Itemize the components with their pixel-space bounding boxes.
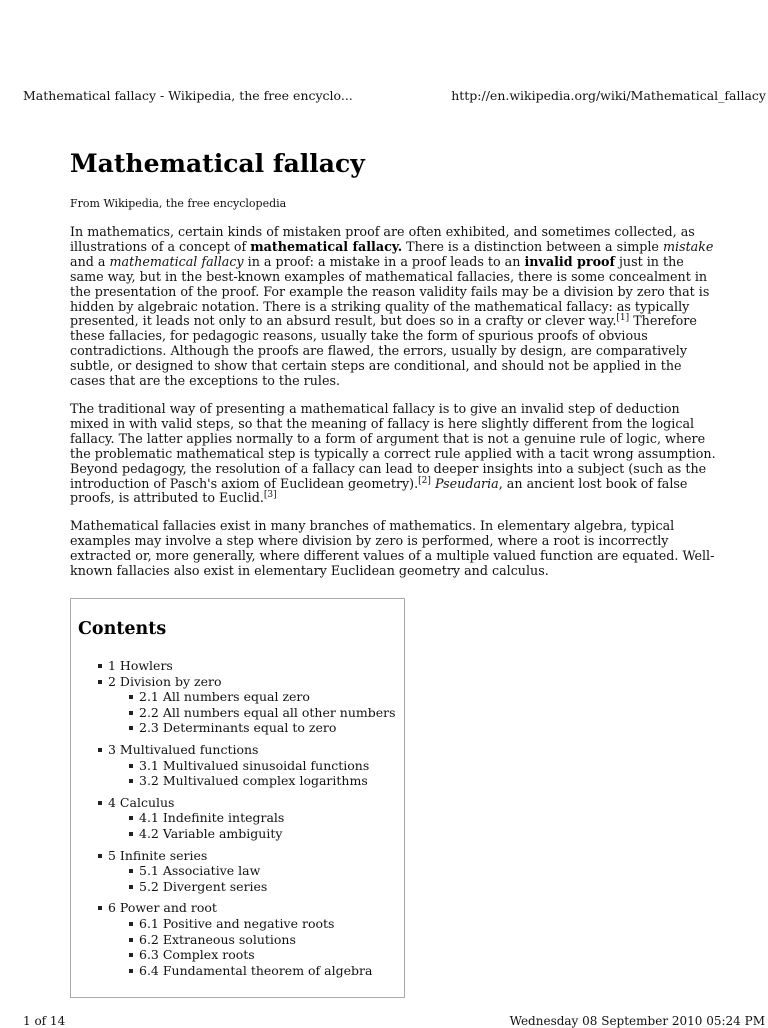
reference-link-3[interactable]: [3] bbox=[263, 490, 277, 501]
toc-subitem[interactable]: 4.2 Variable ambiguity bbox=[128, 826, 397, 842]
intro-paragraph-3: Mathematical fallacies exist in many branches of mathematics. In elementary algebra, typical examples may involve a step where division by zero is performed, where a root is incorrectly extracted or, more generally, where different values of a multiple valued function are equated. Well-known fallacies also exist in elementary Euclidean geometry and calculus. bbox=[70, 518, 715, 579]
toc-sublist bbox=[128, 863, 397, 894]
print-timestamp: Wednesday 08 September 2010 05:24 PM bbox=[509, 1014, 765, 1028]
toc-list bbox=[97, 658, 397, 978]
page-title: Mathematical fallacy bbox=[70, 149, 365, 178]
toc-item[interactable]: 5 Infinite series 5.1 Associative law 5.2 Divergent series bbox=[97, 848, 397, 895]
toc-item[interactable]: 2 Division by zero 2.1 All numbers equal zero 2.2 All numbers equal all other numbers 2.3 Determinants equal to zero bbox=[97, 674, 397, 736]
toc-subitem[interactable]: 6.1 Positive and negative roots bbox=[128, 916, 397, 932]
toc-title: Contents bbox=[78, 619, 167, 639]
toc-sublist bbox=[128, 689, 397, 736]
toc-sublist bbox=[128, 916, 397, 978]
intro-paragraph-1: In mathematics, certain kinds of mistaken proof are often exhibited, and sometimes collected, as illustrations of a concept of mathematical fallacy. There is a distinction between a simple mistake and a mathematical fallacy in a proof: a mistake in a proof leads to an invalid proof just in the same way, but in the best-known examples of mathematical fallacies, there is some concealment in the presentation of the proof. For example the reason validity fails may be a division by zero that is hidden by algebraic notation. There is a striking quality of the mathematical fallacy: as typically presented, it leads not only to an absurd result, but does so in a crafty or clever way.[1] Therefore these fallacies, for pedagogic reasons, usually take the form of spurious proofs of obvious contradictions. Although the proofs are flawed, the errors, usually by design, are comparatively subtle, or designed to show that certain steps are conditional, and should not be applied in the cases that are the exceptions to the rules. bbox=[70, 224, 714, 389]
table-of-contents bbox=[70, 598, 405, 998]
toc-item[interactable]: 3 Multivalued functions 3.1 Multivalued sinusoidal functions 3.2 Multivalued complex logarithms bbox=[97, 742, 397, 789]
toc-subitem[interactable]: 6.4 Fundamental theorem of algebra bbox=[128, 963, 397, 979]
toc-subitem[interactable]: 5.2 Divergent series bbox=[128, 879, 397, 895]
toc-subitem[interactable]: 2.1 All numbers equal zero bbox=[128, 689, 397, 705]
toc-subitem[interactable]: 3.2 Multivalued complex logarithms bbox=[128, 773, 397, 789]
toc-item[interactable]: 6 Power and root 6.1 Positive and negative roots 6.2 Extraneous solutions 6.3 Complex roots 6.4 Fundamental theorem of algebra bbox=[97, 900, 397, 978]
article-body bbox=[70, 146, 720, 579]
article-subtitle: From Wikipedia, the free encyclopedia bbox=[70, 197, 287, 210]
toc-subitem[interactable]: 5.1 Associative law bbox=[128, 863, 397, 879]
toc-subitem[interactable]: 4.1 Indefinite integrals bbox=[128, 810, 397, 826]
reference-link-1[interactable]: [1] bbox=[616, 313, 630, 324]
bold-term-mathematical-fallacy: mathematical fallacy. bbox=[250, 238, 403, 254]
toc-subitem[interactable]: 2.2 All numbers equal all other numbers bbox=[128, 705, 397, 721]
header-page-title: Mathematical fallacy - Wikipedia, the free encyclo... bbox=[23, 88, 353, 103]
intro-paragraph-2: The traditional way of presenting a mathematical fallacy is to give an invalid step of deduction mixed in with valid steps, so that the meaning of fallacy is here slightly different from the logical fallacy. The latter applies normally to a form of argument that is not a genuine rule of logic, where the problematic mathematical step is typically a correct rule applied with a tacit wrong assumption. Beyond pedagogy, the resolution of a fallacy can lead to deeper insights into a subject (such as the introduction of Pasch's axiom of Euclidean geometry).[2] Pseudaria, an ancient lost book of false proofs, is attributed to Euclid.[3] bbox=[70, 400, 716, 506]
toc-subitem[interactable]: 6.3 Complex roots bbox=[128, 947, 397, 963]
toc-subitem[interactable]: 2.3 Determinants equal to zero bbox=[128, 720, 397, 736]
toc-sublist bbox=[128, 810, 397, 841]
bold-term-invalid-proof: invalid proof bbox=[524, 253, 615, 269]
toc-sublist bbox=[128, 758, 397, 789]
header-url[interactable]: http://en.wikipedia.org/wiki/Mathematical_fallacy bbox=[451, 88, 766, 103]
toc-subitem[interactable]: 3.1 Multivalued sinusoidal functions bbox=[128, 758, 397, 774]
toc-item[interactable]: 1 Howlers bbox=[97, 658, 397, 674]
reference-link-2[interactable]: [2] bbox=[418, 475, 431, 486]
toc-item[interactable]: 4 Calculus 4.1 Indefinite integrals 4.2 Variable ambiguity bbox=[97, 795, 397, 842]
toc-subitem[interactable]: 6.2 Extraneous solutions bbox=[128, 932, 397, 948]
page-count: 1 of 14 bbox=[23, 1014, 66, 1028]
